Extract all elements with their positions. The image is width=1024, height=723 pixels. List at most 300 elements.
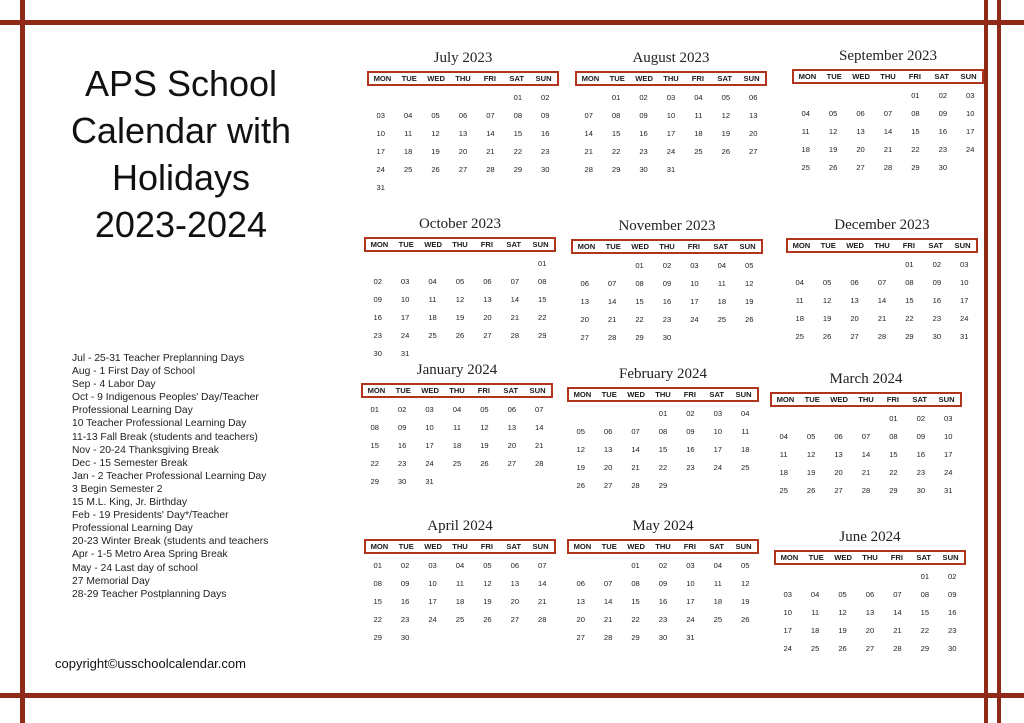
weekday-label: SUN bbox=[735, 390, 752, 399]
day-cell: 27 bbox=[483, 331, 492, 340]
weekday-label: SUN bbox=[743, 74, 760, 83]
weekday-label: FRI bbox=[483, 74, 496, 83]
day-cell: 18 bbox=[741, 445, 750, 454]
day-cell: 20 bbox=[749, 129, 758, 138]
month-calendar bbox=[567, 516, 759, 647]
weekday-label: FRI bbox=[687, 242, 700, 251]
day-cell: 13 bbox=[507, 423, 517, 432]
copyright-text: copyright©usschoolcalendar.com bbox=[55, 656, 246, 671]
day-cell: 30 bbox=[938, 163, 948, 172]
weekday-label: THU bbox=[663, 74, 679, 83]
weekday-label: MON bbox=[367, 386, 386, 395]
day-cell: 15 bbox=[889, 450, 898, 459]
holiday-item: 15 M.L. King, Jr. Birthday bbox=[72, 497, 188, 509]
day-cell: 31 bbox=[960, 332, 969, 341]
day-cell: 02 bbox=[948, 572, 957, 581]
day-cell: 23 bbox=[932, 314, 942, 323]
weekday-label: TUE bbox=[398, 542, 414, 551]
day-cell: 06 bbox=[865, 590, 875, 599]
day-cell: 22 bbox=[635, 315, 644, 324]
day-cell: 11 bbox=[811, 608, 820, 617]
day-cell: 10 bbox=[783, 608, 792, 617]
day-cell: 23 bbox=[397, 459, 407, 468]
day-cell: 30 bbox=[400, 633, 410, 642]
day-cell: 13 bbox=[749, 111, 758, 120]
day-cell: 08 bbox=[911, 109, 920, 118]
day-cell: 28 bbox=[861, 486, 871, 495]
weekday-label: SUN bbox=[532, 542, 549, 551]
day-cell: 07 bbox=[893, 590, 902, 599]
day-cell: 12 bbox=[806, 450, 816, 459]
day-cell: 14 bbox=[893, 608, 902, 617]
day-cell: 08 bbox=[635, 279, 644, 288]
day-cell: 25 bbox=[403, 165, 413, 174]
day-cell: 07 bbox=[607, 279, 617, 288]
day-cell: 01 bbox=[905, 260, 914, 269]
day-cell: 15 bbox=[920, 608, 930, 617]
weekday-header bbox=[567, 539, 759, 554]
day-cell: 05 bbox=[806, 432, 816, 441]
day-cell: 30 bbox=[397, 477, 407, 486]
day-cell: 03 bbox=[690, 261, 699, 270]
empty-cell bbox=[446, 255, 473, 273]
day-cell: 23 bbox=[400, 615, 410, 624]
day-cell: 21 bbox=[877, 314, 887, 323]
day-cell: 14 bbox=[877, 296, 887, 305]
day-cell: 12 bbox=[822, 296, 832, 305]
day-cell: 16 bbox=[948, 608, 957, 617]
day-cell: 25 bbox=[713, 615, 723, 624]
month-title: June 2024 bbox=[839, 529, 901, 545]
day-cell: 28 bbox=[607, 333, 617, 342]
month-calendar bbox=[361, 360, 553, 491]
day-cell: 04 bbox=[795, 278, 804, 287]
day-cell: 19 bbox=[822, 314, 832, 323]
day-cell: 19 bbox=[576, 463, 585, 472]
day-cell: 06 bbox=[856, 109, 865, 118]
day-cell: 01 bbox=[889, 414, 898, 423]
day-cell: 13 bbox=[580, 297, 589, 306]
day-cell: 20 bbox=[507, 441, 517, 450]
frame-left-border bbox=[20, 0, 25, 723]
month-title: January 2024 bbox=[416, 362, 498, 378]
day-cell: 16 bbox=[662, 297, 672, 306]
day-cell: 11 bbox=[713, 579, 722, 588]
day-cell: 04 bbox=[741, 409, 750, 418]
empty-cell bbox=[813, 256, 840, 274]
day-cell: 17 bbox=[400, 313, 410, 322]
day-cell: 15 bbox=[373, 597, 382, 606]
weekday-label: FRI bbox=[683, 390, 696, 399]
day-cell: 03 bbox=[400, 277, 410, 286]
month-title: October 2023 bbox=[418, 216, 502, 232]
day-cell: 04 bbox=[694, 93, 703, 102]
empty-cell bbox=[598, 257, 625, 275]
day-cell: 12 bbox=[721, 111, 731, 120]
day-cell: 26 bbox=[480, 459, 489, 468]
weekday-label: THU bbox=[455, 74, 471, 83]
day-cell: 09 bbox=[932, 278, 942, 287]
weekday-label: SAT bbox=[506, 542, 522, 551]
day-cell: 04 bbox=[428, 277, 437, 286]
day-cell: 24 bbox=[944, 468, 953, 477]
day-cell: 12 bbox=[455, 295, 465, 304]
weekday-label: WED bbox=[627, 390, 645, 399]
weekday-label: THU bbox=[858, 395, 874, 404]
empty-cell bbox=[856, 568, 883, 586]
day-cell: 16 bbox=[373, 313, 382, 322]
day-cell: 04 bbox=[713, 561, 723, 570]
day-cell: 23 bbox=[662, 315, 672, 324]
month-title: March 2024 bbox=[829, 371, 903, 387]
weekday-label: WED bbox=[631, 242, 649, 251]
day-cell: 11 bbox=[428, 295, 437, 304]
month-calendar bbox=[364, 516, 556, 647]
weekday-header bbox=[364, 539, 556, 554]
day-grid bbox=[364, 255, 556, 363]
weekday-label: MON bbox=[780, 553, 799, 562]
day-cell: 05 bbox=[741, 561, 750, 570]
day-cell: 28 bbox=[535, 459, 544, 468]
empty-cell bbox=[364, 255, 391, 273]
day-cell: 17 bbox=[966, 127, 975, 136]
weekday-label: SAT bbox=[709, 542, 725, 551]
day-cell: 03 bbox=[783, 590, 792, 599]
holiday-item: 28-29 Teacher Postplanning Days bbox=[72, 588, 227, 600]
day-cell: 05 bbox=[483, 561, 492, 570]
weekday-label: MON bbox=[577, 242, 596, 251]
day-cell: 13 bbox=[834, 450, 843, 459]
weekday-label: TUE bbox=[395, 386, 411, 395]
day-cell: 04 bbox=[801, 109, 810, 118]
day-cell: 22 bbox=[889, 468, 898, 477]
day-cell: 25 bbox=[810, 644, 820, 653]
empty-cell bbox=[841, 256, 868, 274]
weekday-header bbox=[567, 387, 759, 402]
weekday-label: SUN bbox=[735, 542, 752, 551]
day-cell: 11 bbox=[795, 296, 804, 305]
empty-cell bbox=[801, 568, 828, 586]
weekday-label: WED bbox=[846, 241, 864, 250]
day-cell: 27 bbox=[603, 481, 613, 490]
month-title: July 2023 bbox=[433, 50, 493, 66]
day-cell: 28 bbox=[538, 615, 547, 624]
day-cell: 17 bbox=[376, 147, 385, 156]
day-cell: 23 bbox=[541, 147, 550, 156]
empty-cell bbox=[622, 405, 649, 423]
day-cell: 30 bbox=[373, 349, 382, 358]
day-cell: 10 bbox=[713, 427, 723, 436]
day-cell: 10 bbox=[425, 423, 434, 432]
weekday-label: TUE bbox=[804, 395, 820, 404]
weekday-label: MON bbox=[776, 395, 795, 404]
holiday-item: Dec - 15 Semester Break bbox=[72, 457, 188, 469]
day-cell: 17 bbox=[690, 297, 699, 306]
day-cell: 09 bbox=[400, 579, 410, 588]
weekday-label: WED bbox=[427, 74, 445, 83]
weekday-label: MON bbox=[581, 74, 600, 83]
day-cell: 05 bbox=[828, 109, 838, 118]
day-cell: 18 bbox=[795, 314, 804, 323]
day-cell: 15 bbox=[911, 127, 920, 136]
day-cell: 24 bbox=[686, 615, 695, 624]
day-cell: 30 bbox=[639, 165, 648, 174]
weekday-header bbox=[364, 237, 556, 252]
day-cell: 03 bbox=[686, 561, 695, 570]
weekday-label: THU bbox=[655, 390, 671, 399]
empty-cell bbox=[394, 89, 421, 107]
day-cell: 18 bbox=[810, 626, 820, 635]
day-cell: 19 bbox=[741, 597, 750, 606]
day-cell: 06 bbox=[507, 405, 517, 414]
day-cell: 27 bbox=[510, 615, 520, 624]
day-cell: 28 bbox=[603, 633, 613, 642]
weekday-label: TUE bbox=[808, 553, 824, 562]
holiday-item: Professional Learning Day bbox=[72, 405, 193, 417]
day-cell: 20 bbox=[580, 315, 589, 324]
day-cell: 29 bbox=[370, 477, 379, 486]
empty-cell bbox=[474, 255, 501, 273]
weekday-label: THU bbox=[452, 542, 468, 551]
day-cell: 21 bbox=[584, 147, 593, 156]
day-cell: 17 bbox=[783, 626, 792, 635]
day-grid bbox=[575, 89, 767, 179]
day-cell: 26 bbox=[741, 615, 750, 624]
day-cell: 30 bbox=[948, 644, 957, 653]
day-cell: 12 bbox=[745, 279, 754, 288]
day-cell: 16 bbox=[400, 597, 410, 606]
day-cell: 22 bbox=[658, 463, 668, 472]
day-cell: 03 bbox=[666, 93, 676, 102]
month-title: April 2024 bbox=[427, 518, 493, 534]
day-cell: 05 bbox=[822, 278, 832, 287]
day-cell: 30 bbox=[662, 333, 672, 342]
weekday-label: WED bbox=[421, 386, 439, 395]
day-cell: 08 bbox=[658, 427, 668, 436]
day-cell: 25 bbox=[694, 147, 703, 156]
day-cell: 02 bbox=[686, 409, 695, 418]
empty-cell bbox=[391, 255, 418, 273]
day-cell: 14 bbox=[883, 127, 893, 136]
weekday-label: WED bbox=[424, 542, 442, 551]
day-cell: 03 bbox=[966, 91, 975, 100]
empty-cell bbox=[594, 405, 621, 423]
weekday-label: FRI bbox=[683, 542, 696, 551]
weekday-label: TUE bbox=[601, 542, 617, 551]
weekday-header bbox=[367, 71, 559, 86]
day-cell: 25 bbox=[779, 486, 788, 495]
day-cell: 08 bbox=[889, 432, 898, 441]
day-cell: 05 bbox=[745, 261, 754, 270]
day-cell: 27 bbox=[834, 486, 843, 495]
weekday-label: SAT bbox=[713, 242, 729, 251]
weekday-label: WED bbox=[627, 542, 645, 551]
day-cell: 17 bbox=[428, 597, 437, 606]
day-cell: 28 bbox=[631, 481, 640, 490]
weekday-label: MON bbox=[373, 74, 392, 83]
day-cell: 27 bbox=[580, 333, 589, 342]
day-cell: 18 bbox=[801, 145, 810, 154]
weekday-label: SUN bbox=[532, 240, 549, 249]
day-cell: 21 bbox=[535, 441, 544, 450]
day-cell: 30 bbox=[932, 332, 942, 341]
day-cell: 05 bbox=[838, 590, 847, 599]
day-cell: 17 bbox=[960, 296, 969, 305]
holiday-item: Aug - 1 First Day of School bbox=[72, 366, 196, 378]
day-cell: 01 bbox=[513, 93, 523, 102]
month-calendar bbox=[367, 48, 559, 197]
weekday-header bbox=[571, 239, 763, 254]
weekday-label: MON bbox=[370, 542, 389, 551]
weekday-label: SUN bbox=[535, 74, 552, 83]
weekday-label: WED bbox=[424, 240, 442, 249]
day-cell: 21 bbox=[510, 313, 520, 322]
day-cell: 09 bbox=[662, 279, 672, 288]
day-cell: 29 bbox=[538, 331, 547, 340]
month-title: September 2023 bbox=[839, 48, 937, 64]
day-cell: 26 bbox=[822, 332, 832, 341]
month-title: August 2023 bbox=[632, 50, 710, 66]
day-cell: 16 bbox=[916, 450, 926, 459]
weekday-label: THU bbox=[659, 242, 675, 251]
day-cell: 29 bbox=[611, 165, 621, 174]
day-cell: 21 bbox=[538, 597, 547, 606]
month-calendar bbox=[364, 214, 556, 363]
weekday-label: FRI bbox=[902, 241, 915, 250]
day-cell: 28 bbox=[877, 332, 887, 341]
month-calendar bbox=[792, 46, 984, 177]
day-cell: 20 bbox=[576, 615, 585, 624]
month-calendar bbox=[571, 216, 763, 347]
month-title: February 2024 bbox=[619, 366, 707, 382]
day-cell: 09 bbox=[686, 427, 695, 436]
weekday-label: MON bbox=[573, 390, 592, 399]
day-cell: 07 bbox=[535, 405, 544, 414]
day-cell: 03 bbox=[713, 409, 723, 418]
empty-cell bbox=[797, 410, 824, 428]
weekday-label: MON bbox=[792, 241, 811, 250]
day-grid bbox=[770, 410, 962, 500]
empty-cell bbox=[884, 568, 911, 586]
weekday-label: MON bbox=[573, 542, 592, 551]
day-cell: 15 bbox=[538, 295, 547, 304]
day-grid bbox=[364, 557, 556, 647]
day-cell: 13 bbox=[850, 296, 859, 305]
day-cell: 03 bbox=[944, 414, 953, 423]
day-cell: 09 bbox=[948, 590, 957, 599]
day-cell: 06 bbox=[749, 93, 758, 102]
day-cell: 08 bbox=[631, 579, 640, 588]
day-cell: 07 bbox=[538, 561, 547, 570]
day-cell: 08 bbox=[905, 278, 914, 287]
day-grid bbox=[367, 89, 559, 197]
day-cell: 15 bbox=[658, 445, 668, 454]
day-cell: 23 bbox=[938, 145, 948, 154]
day-cell: 22 bbox=[920, 626, 930, 635]
day-cell: 18 bbox=[779, 468, 788, 477]
day-cell: 20 bbox=[865, 626, 875, 635]
day-cell: 19 bbox=[480, 441, 489, 450]
month-calendar bbox=[567, 364, 759, 495]
day-cell: 21 bbox=[607, 315, 617, 324]
empty-cell bbox=[367, 89, 394, 107]
day-cell: 11 bbox=[694, 111, 703, 120]
day-cell: 25 bbox=[717, 315, 727, 324]
weekday-label: SAT bbox=[509, 74, 525, 83]
day-cell: 26 bbox=[745, 315, 754, 324]
month-title: May 2024 bbox=[632, 518, 694, 534]
weekday-header bbox=[575, 71, 767, 86]
day-cell: 28 bbox=[584, 165, 593, 174]
day-cell: 25 bbox=[741, 463, 750, 472]
empty-cell bbox=[501, 255, 528, 273]
weekday-header bbox=[786, 238, 978, 253]
day-cell: 02 bbox=[639, 93, 648, 102]
holiday-item: 10 Teacher Professional Learning Day bbox=[72, 418, 247, 430]
weekday-label: SAT bbox=[934, 72, 950, 81]
empty-cell bbox=[847, 87, 874, 105]
weekday-label: SUN bbox=[954, 241, 971, 250]
day-cell: 20 bbox=[603, 463, 613, 472]
day-cell: 19 bbox=[455, 313, 465, 322]
day-cell: 09 bbox=[658, 579, 668, 588]
weekday-label: WED bbox=[830, 395, 848, 404]
day-cell: 07 bbox=[631, 427, 640, 436]
weekday-label: SAT bbox=[916, 553, 932, 562]
weekday-label: WED bbox=[834, 553, 852, 562]
day-cell: 20 bbox=[856, 145, 865, 154]
day-cell: 24 bbox=[966, 145, 975, 154]
day-cell: 19 bbox=[745, 297, 754, 306]
weekday-label: SUN bbox=[529, 386, 546, 395]
day-cell: 30 bbox=[541, 165, 550, 174]
day-cell: 14 bbox=[861, 450, 871, 459]
day-cell: 22 bbox=[905, 314, 914, 323]
day-cell: 23 bbox=[658, 615, 668, 624]
day-cell: 02 bbox=[541, 93, 550, 102]
day-cell: 10 bbox=[666, 111, 676, 120]
day-cell: 29 bbox=[911, 163, 920, 172]
weekday-label: TUE bbox=[601, 390, 617, 399]
weekday-label: THU bbox=[449, 386, 465, 395]
day-cell: 21 bbox=[603, 615, 613, 624]
day-cell: 03 bbox=[960, 260, 969, 269]
weekday-label: SAT bbox=[912, 395, 928, 404]
day-grid bbox=[361, 401, 553, 491]
weekday-label: TUE bbox=[609, 74, 625, 83]
day-cell: 09 bbox=[916, 432, 926, 441]
day-cell: 06 bbox=[834, 432, 843, 441]
day-cell: 27 bbox=[507, 459, 517, 468]
holiday-item: 27 Memorial Day bbox=[72, 575, 150, 587]
empty-cell bbox=[852, 410, 879, 428]
day-cell: 23 bbox=[639, 147, 648, 156]
day-cell: 26 bbox=[455, 331, 465, 340]
day-cell: 17 bbox=[713, 445, 723, 454]
day-cell: 19 bbox=[806, 468, 816, 477]
day-cell: 24 bbox=[666, 147, 676, 156]
day-cell: 01 bbox=[658, 409, 668, 418]
day-cell: 25 bbox=[428, 331, 437, 340]
day-cell: 19 bbox=[721, 129, 731, 138]
day-cell: 07 bbox=[603, 579, 613, 588]
day-cell: 08 bbox=[538, 277, 547, 286]
day-grid bbox=[786, 256, 978, 346]
day-grid bbox=[571, 257, 763, 347]
day-cell: 12 bbox=[576, 445, 585, 454]
day-cell: 12 bbox=[431, 129, 440, 138]
day-cell: 10 bbox=[960, 278, 969, 287]
